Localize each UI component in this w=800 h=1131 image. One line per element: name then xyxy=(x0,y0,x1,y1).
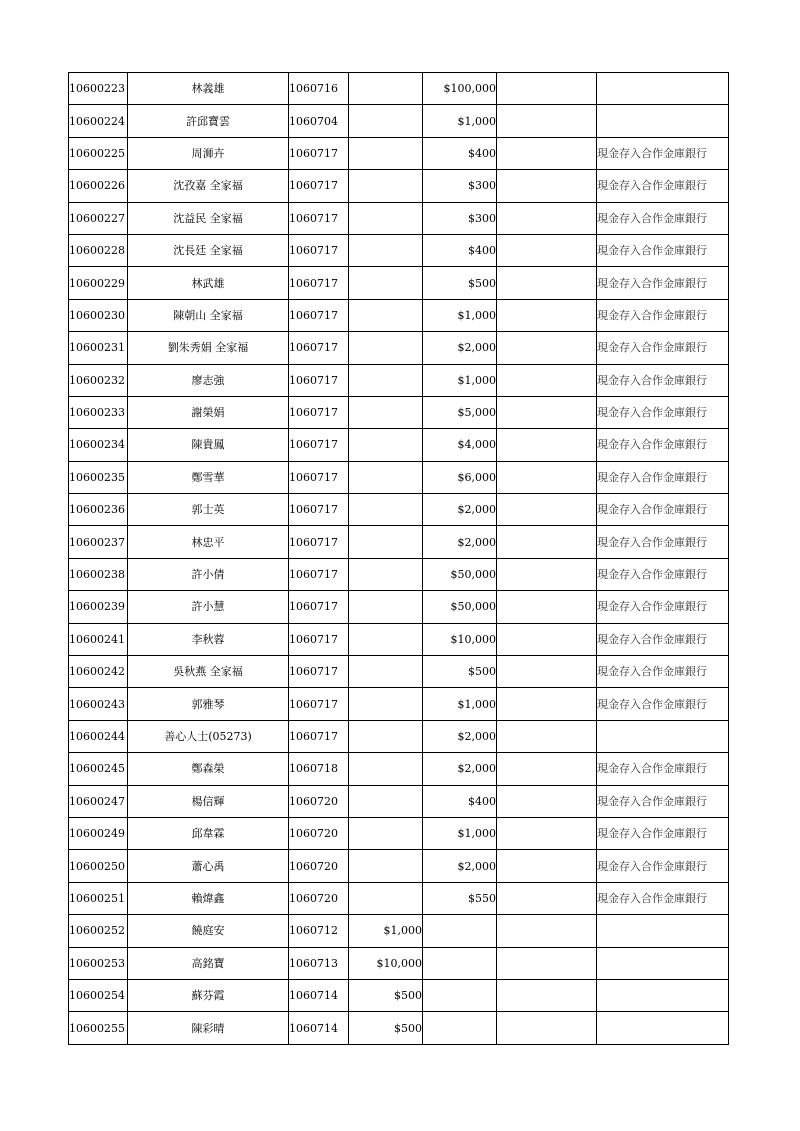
donor-name-cell: 沈孜嘉 全家福 xyxy=(128,170,289,202)
receipt-number-cell: 10600252 xyxy=(69,915,128,947)
donor-name-cell: 李秋蓉 xyxy=(128,623,289,655)
blank-cell xyxy=(497,396,597,428)
note-cell: 現金存入合作金庫銀行 xyxy=(597,137,729,169)
blank-cell xyxy=(497,915,597,947)
note-cell: 現金存入合作金庫銀行 xyxy=(597,785,729,817)
donor-name-cell: 饒庭安 xyxy=(128,915,289,947)
table-row xyxy=(69,396,729,428)
donor-name-cell: 郭雅琴 xyxy=(128,688,289,720)
blank-cell xyxy=(497,753,597,785)
amount-b-cell: $1,000 xyxy=(423,364,497,396)
note-cell xyxy=(597,1012,729,1044)
table-row xyxy=(69,979,729,1011)
blank-cell xyxy=(497,850,597,882)
blank-cell xyxy=(497,817,597,849)
amount-b-cell: $400 xyxy=(423,785,497,817)
table-row xyxy=(69,850,729,882)
amount-a-cell xyxy=(349,494,423,526)
table-row xyxy=(69,170,729,202)
amount-a-cell xyxy=(349,882,423,914)
blank-cell xyxy=(497,882,597,914)
table-row xyxy=(69,332,729,364)
blank-cell xyxy=(497,202,597,234)
donor-name-cell: 邱韋霖 xyxy=(128,817,289,849)
receipt-number-cell: 10600251 xyxy=(69,882,128,914)
receipt-number-cell: 10600244 xyxy=(69,720,128,752)
blank-cell xyxy=(497,234,597,266)
table-row xyxy=(69,1012,729,1044)
date-cell: 1060717 xyxy=(289,332,349,364)
table-row xyxy=(69,73,729,105)
amount-b-cell: $300 xyxy=(423,170,497,202)
amount-b-cell: $6,000 xyxy=(423,461,497,493)
donor-name-cell: 鄭森榮 xyxy=(128,753,289,785)
note-cell: 現金存入合作金庫銀行 xyxy=(597,526,729,558)
note-cell: 現金存入合作金庫銀行 xyxy=(597,817,729,849)
receipt-number-cell: 10600236 xyxy=(69,494,128,526)
amount-a-cell xyxy=(349,170,423,202)
amount-a-cell xyxy=(349,202,423,234)
receipt-number-cell: 10600249 xyxy=(69,817,128,849)
receipt-number-cell: 10600224 xyxy=(69,105,128,137)
donor-name-cell: 蕭心禹 xyxy=(128,850,289,882)
table-row xyxy=(69,947,729,979)
note-cell xyxy=(597,720,729,752)
amount-b-cell xyxy=(423,1012,497,1044)
receipt-number-cell: 10600241 xyxy=(69,623,128,655)
donor-name-cell: 賴煒鑫 xyxy=(128,882,289,914)
table-row xyxy=(69,202,729,234)
date-cell: 1060716 xyxy=(289,73,349,105)
amount-a-cell xyxy=(349,558,423,590)
amount-a-cell: $500 xyxy=(349,979,423,1011)
blank-cell xyxy=(497,137,597,169)
amount-b-cell: $2,000 xyxy=(423,850,497,882)
receipt-number-cell: 10600254 xyxy=(69,979,128,1011)
date-cell: 1060717 xyxy=(289,267,349,299)
date-cell: 1060717 xyxy=(289,494,349,526)
receipt-number-cell: 10600231 xyxy=(69,332,128,364)
donor-name-cell: 許小慧 xyxy=(128,591,289,623)
date-cell: 1060712 xyxy=(289,915,349,947)
amount-b-cell: $2,000 xyxy=(423,332,497,364)
receipt-number-cell: 10600235 xyxy=(69,461,128,493)
receipt-number-cell: 10600238 xyxy=(69,558,128,590)
table-row xyxy=(69,591,729,623)
amount-a-cell xyxy=(349,817,423,849)
date-cell: 1060720 xyxy=(289,882,349,914)
amount-a-cell xyxy=(349,332,423,364)
note-cell: 現金存入合作金庫銀行 xyxy=(597,396,729,428)
receipt-number-cell: 10600223 xyxy=(69,73,128,105)
note-cell: 現金存入合作金庫銀行 xyxy=(597,364,729,396)
note-cell: 現金存入合作金庫銀行 xyxy=(597,494,729,526)
receipt-number-cell: 10600226 xyxy=(69,170,128,202)
table-row xyxy=(69,364,729,396)
donor-name-cell: 楊信輝 xyxy=(128,785,289,817)
receipt-number-cell: 10600232 xyxy=(69,364,128,396)
amount-b-cell: $100,000 xyxy=(423,73,497,105)
amount-a-cell xyxy=(349,720,423,752)
date-cell: 1060717 xyxy=(289,656,349,688)
donor-name-cell: 廖志強 xyxy=(128,364,289,396)
donor-name-cell: 吳秋燕 全家福 xyxy=(128,656,289,688)
blank-cell xyxy=(497,688,597,720)
amount-a-cell xyxy=(349,656,423,688)
donor-name-cell: 謝榮娟 xyxy=(128,396,289,428)
note-cell xyxy=(597,105,729,137)
receipt-number-cell: 10600242 xyxy=(69,656,128,688)
amount-b-cell: $50,000 xyxy=(423,558,497,590)
note-cell: 現金存入合作金庫銀行 xyxy=(597,299,729,331)
donor-name-cell: 周浉卉 xyxy=(128,137,289,169)
amount-b-cell: $5,000 xyxy=(423,396,497,428)
amount-a-cell xyxy=(349,234,423,266)
table-row xyxy=(69,882,729,914)
table-row xyxy=(69,753,729,785)
table-row xyxy=(69,105,729,137)
amount-b-cell: $10,000 xyxy=(423,623,497,655)
amount-b-cell: $400 xyxy=(423,234,497,266)
table-row xyxy=(69,461,729,493)
donor-name-cell: 郭士英 xyxy=(128,494,289,526)
table-row xyxy=(69,915,729,947)
amount-b-cell: $1,000 xyxy=(423,688,497,720)
amount-b-cell: $4,000 xyxy=(423,429,497,461)
donor-name-cell: 陳貴鳳 xyxy=(128,429,289,461)
amount-a-cell xyxy=(349,299,423,331)
blank-cell xyxy=(497,267,597,299)
amount-a-cell xyxy=(349,591,423,623)
date-cell: 1060717 xyxy=(289,688,349,720)
donor-name-cell: 鄭雪華 xyxy=(128,461,289,493)
date-cell: 1060717 xyxy=(289,526,349,558)
amount-b-cell: $1,000 xyxy=(423,817,497,849)
receipt-number-cell: 10600234 xyxy=(69,429,128,461)
note-cell: 現金存入合作金庫銀行 xyxy=(597,753,729,785)
donor-name-cell: 許小倩 xyxy=(128,558,289,590)
amount-b-cell: $50,000 xyxy=(423,591,497,623)
receipt-number-cell: 10600253 xyxy=(69,947,128,979)
amount-a-cell xyxy=(349,73,423,105)
table-row xyxy=(69,429,729,461)
date-cell: 1060720 xyxy=(289,785,349,817)
note-cell: 現金存入合作金庫銀行 xyxy=(597,656,729,688)
receipt-number-cell: 10600239 xyxy=(69,591,128,623)
receipt-number-cell: 10600230 xyxy=(69,299,128,331)
table-row xyxy=(69,720,729,752)
note-cell: 現金存入合作金庫銀行 xyxy=(597,267,729,299)
amount-b-cell: $550 xyxy=(423,882,497,914)
date-cell: 1060704 xyxy=(289,105,349,137)
table-row xyxy=(69,299,729,331)
table-row xyxy=(69,785,729,817)
amount-a-cell xyxy=(349,753,423,785)
amount-b-cell: $2,000 xyxy=(423,526,497,558)
note-cell: 現金存入合作金庫銀行 xyxy=(597,591,729,623)
receipt-number-cell: 10600227 xyxy=(69,202,128,234)
table-row xyxy=(69,234,729,266)
donor-name-cell: 沈益民 全家福 xyxy=(128,202,289,234)
note-cell: 現金存入合作金庫銀行 xyxy=(597,332,729,364)
amount-b-cell: $300 xyxy=(423,202,497,234)
table-row xyxy=(69,494,729,526)
blank-cell xyxy=(497,170,597,202)
blank-cell xyxy=(497,656,597,688)
blank-cell xyxy=(497,429,597,461)
table-row xyxy=(69,526,729,558)
blank-cell xyxy=(497,1012,597,1044)
note-cell: 現金存入合作金庫銀行 xyxy=(597,850,729,882)
note-cell xyxy=(597,947,729,979)
donor-name-cell: 林忠平 xyxy=(128,526,289,558)
amount-a-cell: $1,000 xyxy=(349,915,423,947)
amount-a-cell xyxy=(349,623,423,655)
amount-b-cell xyxy=(423,947,497,979)
date-cell: 1060717 xyxy=(289,461,349,493)
donation-ledger-table xyxy=(68,72,729,1045)
note-cell: 現金存入合作金庫銀行 xyxy=(597,234,729,266)
donor-name-cell: 陳彩晴 xyxy=(128,1012,289,1044)
date-cell: 1060717 xyxy=(289,234,349,266)
table-row xyxy=(69,656,729,688)
donor-name-cell: 高銘寶 xyxy=(128,947,289,979)
amount-a-cell xyxy=(349,850,423,882)
donor-name-cell: 林武雄 xyxy=(128,267,289,299)
amount-b-cell: $2,000 xyxy=(423,720,497,752)
blank-cell xyxy=(497,785,597,817)
blank-cell xyxy=(497,299,597,331)
amount-a-cell xyxy=(349,526,423,558)
donor-name-cell: 陳朝山 全家福 xyxy=(128,299,289,331)
note-cell: 現金存入合作金庫銀行 xyxy=(597,429,729,461)
date-cell: 1060717 xyxy=(289,720,349,752)
blank-cell xyxy=(497,73,597,105)
blank-cell xyxy=(497,105,597,137)
date-cell: 1060717 xyxy=(289,396,349,428)
receipt-number-cell: 10600247 xyxy=(69,785,128,817)
amount-b-cell: $500 xyxy=(423,656,497,688)
blank-cell xyxy=(497,591,597,623)
table-row xyxy=(69,688,729,720)
amount-a-cell xyxy=(349,267,423,299)
date-cell: 1060714 xyxy=(289,979,349,1011)
blank-cell xyxy=(497,979,597,1011)
donor-name-cell: 劉朱秀娟 全家福 xyxy=(128,332,289,364)
date-cell: 1060717 xyxy=(289,202,349,234)
receipt-number-cell: 10600228 xyxy=(69,234,128,266)
note-cell: 現金存入合作金庫銀行 xyxy=(597,170,729,202)
note-cell xyxy=(597,979,729,1011)
note-cell: 現金存入合作金庫銀行 xyxy=(597,688,729,720)
amount-a-cell xyxy=(349,461,423,493)
amount-a-cell xyxy=(349,105,423,137)
ledger-body xyxy=(69,73,729,1045)
date-cell: 1060714 xyxy=(289,1012,349,1044)
receipt-number-cell: 10600233 xyxy=(69,396,128,428)
date-cell: 1060717 xyxy=(289,558,349,590)
blank-cell xyxy=(497,947,597,979)
note-cell: 現金存入合作金庫銀行 xyxy=(597,882,729,914)
amount-a-cell xyxy=(349,137,423,169)
amount-b-cell: $500 xyxy=(423,267,497,299)
amount-b-cell xyxy=(423,915,497,947)
amount-a-cell xyxy=(349,785,423,817)
amount-a-cell: $10,000 xyxy=(349,947,423,979)
donor-name-cell: 林義雄 xyxy=(128,73,289,105)
note-cell: 現金存入合作金庫銀行 xyxy=(597,623,729,655)
table-row xyxy=(69,623,729,655)
date-cell: 1060713 xyxy=(289,947,349,979)
amount-a-cell xyxy=(349,396,423,428)
receipt-number-cell: 10600237 xyxy=(69,526,128,558)
donor-name-cell: 沈長廷 全家福 xyxy=(128,234,289,266)
date-cell: 1060717 xyxy=(289,364,349,396)
note-cell: 現金存入合作金庫銀行 xyxy=(597,558,729,590)
amount-a-cell: $500 xyxy=(349,1012,423,1044)
amount-a-cell xyxy=(349,429,423,461)
receipt-number-cell: 10600250 xyxy=(69,850,128,882)
donor-name-cell: 蘇芬霞 xyxy=(128,979,289,1011)
blank-cell xyxy=(497,623,597,655)
date-cell: 1060718 xyxy=(289,753,349,785)
note-cell xyxy=(597,73,729,105)
amount-b-cell: $400 xyxy=(423,137,497,169)
amount-a-cell xyxy=(349,364,423,396)
amount-b-cell: $2,000 xyxy=(423,494,497,526)
amount-a-cell xyxy=(349,688,423,720)
blank-cell xyxy=(497,720,597,752)
table-row xyxy=(69,817,729,849)
blank-cell xyxy=(497,558,597,590)
date-cell: 1060720 xyxy=(289,817,349,849)
note-cell: 現金存入合作金庫銀行 xyxy=(597,202,729,234)
table-row xyxy=(69,267,729,299)
table-row xyxy=(69,558,729,590)
amount-b-cell xyxy=(423,979,497,1011)
date-cell: 1060717 xyxy=(289,299,349,331)
blank-cell xyxy=(497,526,597,558)
receipt-number-cell: 10600255 xyxy=(69,1012,128,1044)
receipt-number-cell: 10600225 xyxy=(69,137,128,169)
date-cell: 1060717 xyxy=(289,137,349,169)
note-cell xyxy=(597,915,729,947)
blank-cell xyxy=(497,364,597,396)
note-cell: 現金存入合作金庫銀行 xyxy=(597,461,729,493)
date-cell: 1060720 xyxy=(289,850,349,882)
date-cell: 1060717 xyxy=(289,591,349,623)
blank-cell xyxy=(497,332,597,364)
date-cell: 1060717 xyxy=(289,429,349,461)
receipt-number-cell: 10600243 xyxy=(69,688,128,720)
donor-name-cell: 許邱寶雲 xyxy=(128,105,289,137)
amount-b-cell: $2,000 xyxy=(423,753,497,785)
table-row xyxy=(69,137,729,169)
donor-name-cell: 善心人士(05273) xyxy=(128,720,289,752)
date-cell: 1060717 xyxy=(289,170,349,202)
amount-b-cell: $1,000 xyxy=(423,105,497,137)
receipt-number-cell: 10600245 xyxy=(69,753,128,785)
date-cell: 1060717 xyxy=(289,623,349,655)
amount-b-cell: $1,000 xyxy=(423,299,497,331)
blank-cell xyxy=(497,461,597,493)
receipt-number-cell: 10600229 xyxy=(69,267,128,299)
blank-cell xyxy=(497,494,597,526)
